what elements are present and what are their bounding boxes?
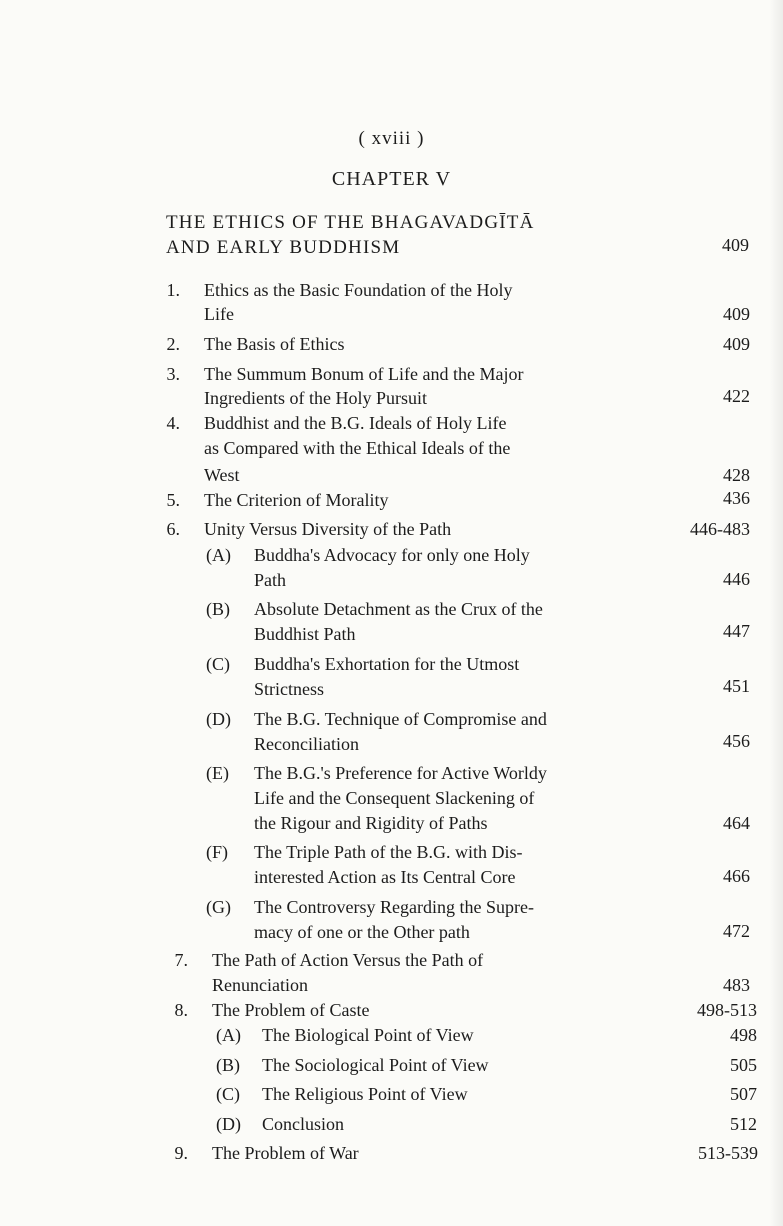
entry-text-line: The Problem of Caste bbox=[212, 1000, 370, 1020]
entry-text-line: Unity Versus Diversity of the Path bbox=[204, 519, 452, 539]
page-number: ( xviii ) bbox=[358, 128, 425, 149]
entry-text-line: Path bbox=[254, 570, 287, 590]
entry-text-line: Renunciation bbox=[212, 975, 308, 995]
entry-number: (G) bbox=[206, 897, 231, 917]
entry-text-line: Strictness bbox=[254, 679, 324, 699]
entry-number: (C) bbox=[206, 654, 230, 674]
entry-page: 428 bbox=[723, 465, 750, 485]
entry-number: 3. bbox=[166, 364, 180, 384]
entry-text-line: The Sociological Point of View bbox=[262, 1055, 489, 1075]
entry-number: 9. bbox=[174, 1143, 188, 1163]
entry-page: 472 bbox=[723, 921, 750, 941]
entry-text-line: Life and the Consequent Slackening of bbox=[254, 788, 535, 808]
entry-page: 451 bbox=[723, 676, 750, 696]
entry-text-line: The Controversy Regarding the Supre- bbox=[254, 897, 534, 917]
chapter-title-line-1: THE ETHICS OF THE BHAGAVADGĪTĀ bbox=[166, 212, 535, 233]
entry-number: (D) bbox=[216, 1114, 241, 1134]
entry-number: 5. bbox=[166, 490, 180, 510]
entry-page: 513-539 bbox=[698, 1143, 758, 1163]
entry-number: 2. bbox=[166, 334, 180, 354]
entry-number: (C) bbox=[216, 1084, 240, 1104]
entry-text-line: The Path of Action Versus the Path of bbox=[212, 950, 484, 970]
chapter-title-line-2: AND EARLY BUDDHISM bbox=[166, 237, 401, 258]
entry-text-line: macy of one or the Other path bbox=[254, 922, 470, 942]
entry-text-line: Buddha's Advocacy for only one Holy bbox=[254, 545, 530, 565]
entry-page: 483 bbox=[723, 975, 750, 995]
entry-page: 505 bbox=[730, 1055, 757, 1075]
entry-number: (B) bbox=[216, 1055, 240, 1075]
entry-text-line: as Compared with the Ethical Ideals of the bbox=[204, 438, 511, 458]
entry-number: 4. bbox=[166, 413, 180, 433]
entry-text-line: The Triple Path of the B.G. with Dis- bbox=[254, 842, 523, 862]
entry-text-line: Buddhist and the B.G. Ideals of Holy Life bbox=[204, 413, 507, 433]
entry-text-line: The B.G. Technique of Compromise and bbox=[254, 709, 547, 729]
entry-text-line: Buddhist Path bbox=[254, 624, 356, 644]
entry-page: 456 bbox=[723, 731, 750, 751]
entry-text-line: Conclusion bbox=[262, 1114, 345, 1134]
entry-text-line: The Summum Bonum of Life and the Major bbox=[204, 364, 524, 384]
entry-page: 446-483 bbox=[690, 519, 750, 539]
entry-text-line: Ingredients of the Holy Pursuit bbox=[204, 388, 427, 408]
entry-number: (A) bbox=[216, 1025, 241, 1045]
entry-page: 512 bbox=[730, 1114, 757, 1134]
entry-number: 6. bbox=[166, 519, 180, 539]
entry-text-line: West bbox=[204, 465, 240, 485]
entry-page: 498-513 bbox=[697, 1000, 757, 1020]
entry-text-line: Reconciliation bbox=[254, 734, 359, 754]
entry-number: 1. bbox=[166, 280, 180, 300]
entry-text-line: the Rigour and Rigidity of Paths bbox=[254, 813, 488, 833]
entry-text-line: Ethics as the Basic Foundation of the Holy bbox=[204, 280, 513, 300]
entry-page: 436 bbox=[723, 488, 750, 508]
entry-text-line: Absolute Detachment as the Crux of the bbox=[254, 599, 543, 619]
entry-text-line: interested Action as Its Central Core bbox=[254, 867, 516, 887]
entry-text-line: Life bbox=[204, 304, 234, 324]
entry-page: 464 bbox=[723, 813, 750, 833]
entry-page: 498 bbox=[730, 1025, 757, 1045]
entry-number: 7. bbox=[174, 950, 188, 970]
entry-text-line: Buddha's Exhortation for the Utmost bbox=[254, 654, 520, 674]
entry-page: 466 bbox=[723, 866, 750, 886]
chapter-title bbox=[166, 210, 776, 260]
entry-number: (B) bbox=[206, 599, 230, 619]
entry-page: 447 bbox=[723, 621, 750, 641]
entry-page: 422 bbox=[723, 386, 750, 406]
entry-page: 446 bbox=[723, 569, 750, 589]
chapter-title-page: 409 bbox=[722, 235, 749, 255]
entry-number: (F) bbox=[206, 842, 228, 862]
entry-number: (D) bbox=[206, 709, 231, 729]
chapter-heading: CHAPTER V bbox=[331, 168, 452, 190]
entry-text-line: The Problem of War bbox=[212, 1143, 359, 1163]
entry-text-line: The Criterion of Morality bbox=[204, 490, 389, 510]
entry-page: 409 bbox=[723, 334, 750, 354]
entry-number: 8. bbox=[174, 1000, 188, 1020]
entry-page: 507 bbox=[730, 1084, 757, 1104]
entry-page: 409 bbox=[723, 304, 750, 324]
entry-number: (E) bbox=[206, 763, 229, 783]
entry-number: (A) bbox=[206, 545, 231, 565]
entry-text-line: The Biological Point of View bbox=[262, 1025, 474, 1045]
entry-text-line: The Religious Point of View bbox=[262, 1084, 468, 1104]
entry-text-line: The B.G.'s Preference for Active Worldy bbox=[254, 763, 547, 783]
entry-text-line: The Basis of Ethics bbox=[204, 334, 345, 354]
